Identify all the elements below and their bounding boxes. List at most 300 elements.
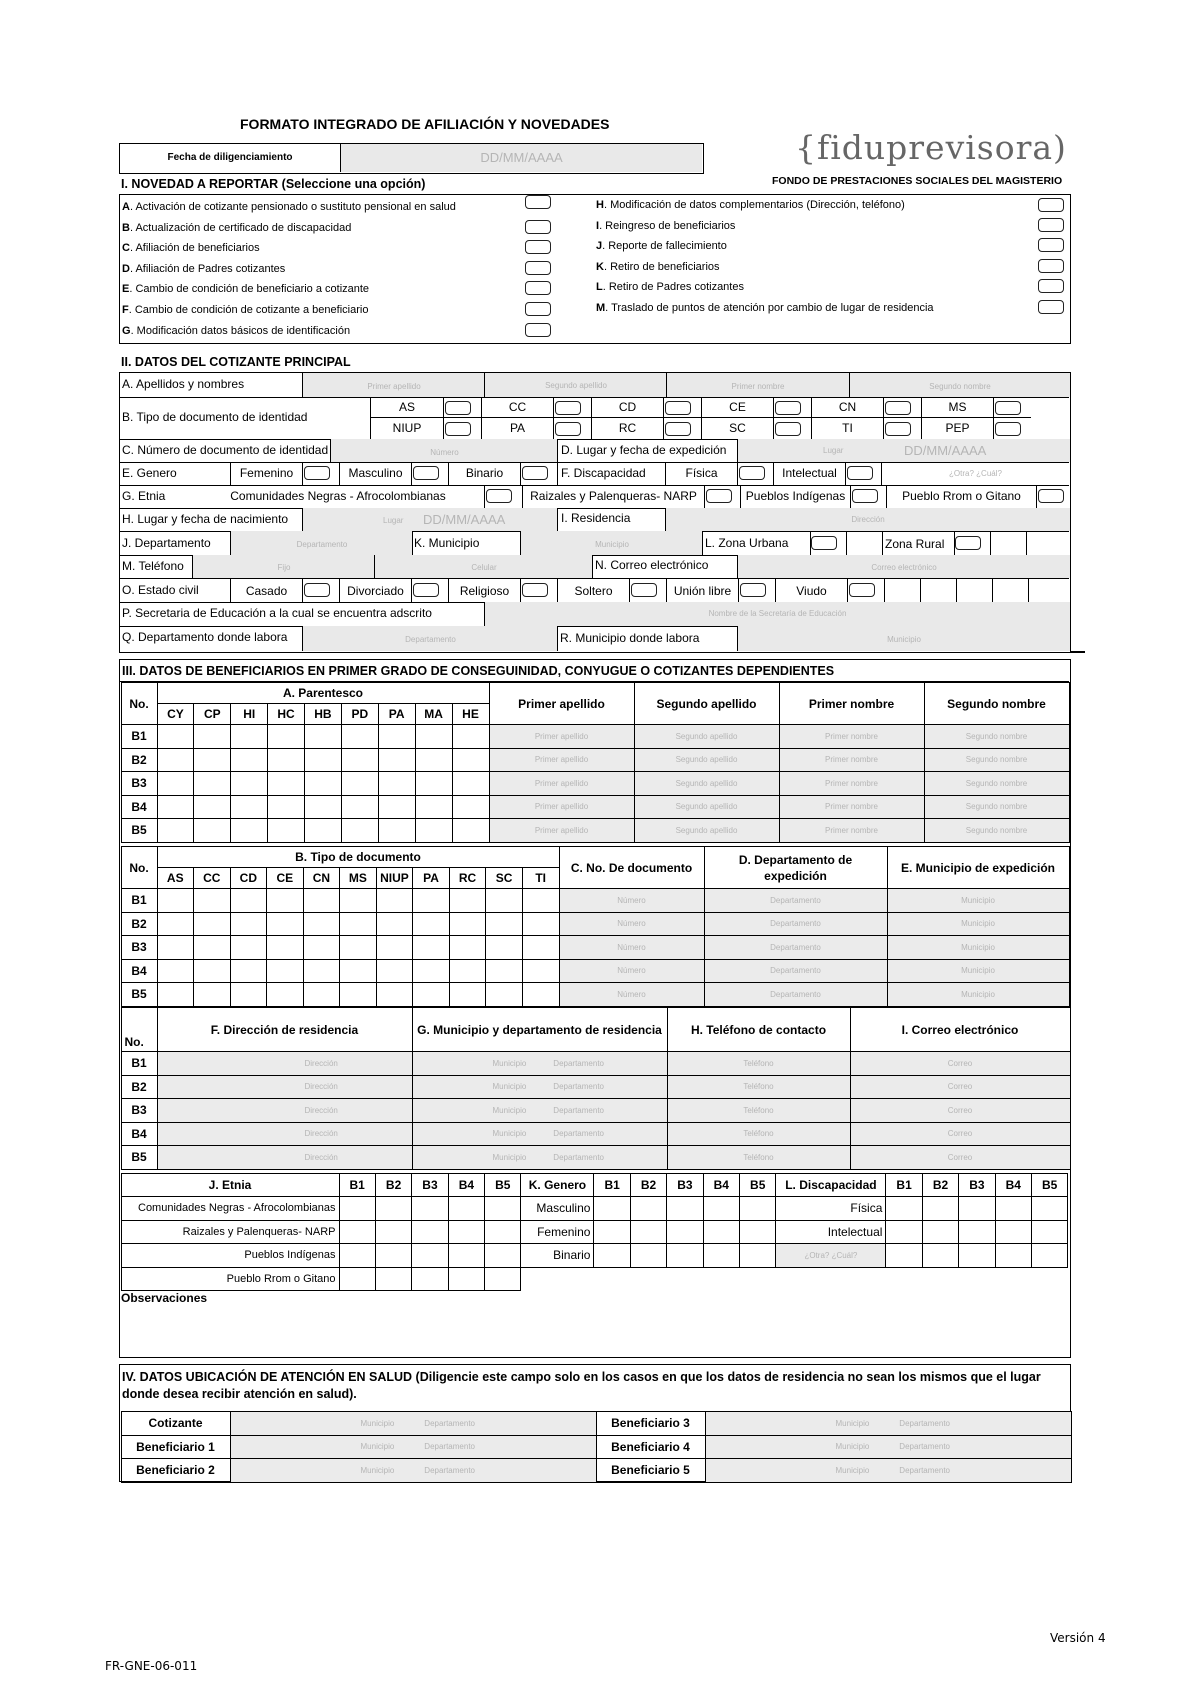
doc-type-cell[interactable] — [340, 936, 377, 960]
novedad-checkbox[interactable] — [1038, 218, 1064, 232]
doc-type-cell[interactable] — [413, 889, 450, 913]
primer-apellido-input[interactable]: Primer apellido — [489, 819, 634, 843]
doc-type-cell[interactable] — [413, 936, 450, 960]
doc-type-cell[interactable] — [376, 983, 413, 1007]
etnia-cell[interactable] — [448, 1220, 484, 1244]
direccion-input[interactable]: Dirección — [157, 1122, 412, 1146]
secretaria-input[interactable]: Nombre de la Secretaría de Educación — [484, 602, 1070, 626]
doc-type-cell[interactable] — [194, 959, 231, 983]
etnia-cell[interactable] — [448, 1267, 484, 1291]
label-m: M. Teléfono — [122, 559, 184, 573]
etnia-cell[interactable] — [448, 1197, 484, 1221]
checkbox[interactable] — [852, 489, 878, 503]
doc-type-cell[interactable] — [194, 889, 231, 913]
parentesco-cell[interactable] — [305, 795, 342, 819]
primer-apellido-input[interactable]: Primer apellido — [302, 373, 485, 397]
municipio-input[interactable]: Municipio — [887, 983, 1069, 1007]
etnia-cell[interactable] — [339, 1220, 375, 1244]
parentesco-cell[interactable] — [157, 748, 194, 772]
parentesco-cell[interactable] — [305, 819, 342, 843]
parentesco-cell[interactable] — [415, 725, 452, 749]
genero-cell[interactable] — [740, 1220, 776, 1244]
doc-type-cell[interactable] — [267, 912, 304, 936]
observaciones-label: Observaciones — [121, 1291, 208, 1305]
parentesco-cell[interactable] — [194, 748, 231, 772]
doc-type-cell[interactable] — [340, 983, 377, 1007]
segundo-apellido-input[interactable]: Segundo apellido — [634, 772, 779, 796]
parentesco-cell[interactable] — [452, 725, 489, 749]
doc-type-cell[interactable] — [194, 936, 231, 960]
direccion-input[interactable]: Dirección — [157, 1075, 412, 1099]
discapacidad-cell[interactable] — [995, 1197, 1031, 1221]
genero-cell[interactable] — [703, 1197, 739, 1221]
etnia-cell[interactable] — [448, 1244, 484, 1268]
correo-input[interactable]: Correo — [850, 1099, 1070, 1123]
etnia-cell[interactable] — [375, 1267, 411, 1291]
telefono-input[interactable]: Teléfono — [667, 1075, 850, 1099]
celular-input[interactable]: Celular — [374, 555, 593, 578]
telefono-input[interactable]: Teléfono — [667, 1052, 850, 1076]
doc-type-cell[interactable] — [230, 936, 267, 960]
etnia-cell[interactable] — [412, 1267, 448, 1291]
municipio-placeholder: Municipio — [492, 1105, 527, 1115]
residencia-input[interactable]: Dirección — [665, 508, 1070, 531]
novedad-checkbox[interactable] — [525, 220, 551, 234]
checkbox[interactable] — [849, 583, 875, 597]
numero-input[interactable]: Número — [559, 936, 704, 960]
doc-type-cell[interactable] — [413, 959, 450, 983]
parentesco-cell[interactable] — [194, 772, 231, 796]
checkbox[interactable] — [885, 401, 911, 415]
doc-type-cell[interactable] — [267, 889, 304, 913]
segundo-apellido-input[interactable]: Segundo apellido — [484, 373, 667, 397]
doc-type-cell[interactable] — [157, 912, 194, 936]
parentesco-cell[interactable] — [415, 795, 452, 819]
checkbox[interactable] — [631, 583, 657, 597]
parentesco-cell[interactable] — [194, 725, 231, 749]
parentesco-cell[interactable] — [452, 772, 489, 796]
novedad-option-label — [596, 302, 934, 314]
row-label: B2 — [121, 1075, 157, 1099]
departamento-input[interactable]: Departamento — [704, 959, 887, 983]
parentesco-cell[interactable] — [305, 772, 342, 796]
doc-type-cell[interactable] — [486, 959, 523, 983]
expedicion-input[interactable] — [737, 439, 1070, 462]
parentesco-cell[interactable] — [378, 748, 415, 772]
atencion-left-input[interactable] — [230, 1435, 596, 1459]
discapacidad-cell[interactable] — [922, 1197, 958, 1221]
doc-type-cell[interactable] — [340, 912, 377, 936]
row-mn — [120, 555, 1069, 579]
otra-discapacidad-input[interactable]: ¿Otra? ¿Cuál? — [881, 462, 1069, 485]
primer-apellido-input[interactable]: Primer apellido — [489, 772, 634, 796]
label-r: R. Municipio donde labora — [557, 626, 737, 651]
doc-type-cell[interactable] — [449, 912, 486, 936]
primer-apellido-input[interactable]: Primer apellido — [489, 795, 634, 819]
checkbox[interactable] — [740, 583, 766, 597]
header-parentesco-code: PA — [378, 704, 415, 725]
discapacidad-cell[interactable] — [886, 1220, 922, 1244]
novedad-checkbox[interactable] — [525, 281, 551, 295]
parentesco-cell[interactable] — [194, 819, 231, 843]
doc-type-cell[interactable] — [376, 959, 413, 983]
genero-cell[interactable] — [594, 1220, 630, 1244]
parentesco-cell[interactable] — [268, 795, 305, 819]
table-row — [121, 889, 1069, 913]
doc-type-cell[interactable] — [486, 983, 523, 1007]
etnia-cell[interactable] — [412, 1244, 448, 1268]
estado-civil-options — [230, 578, 1069, 602]
header-b: B1 — [339, 1174, 375, 1197]
checkbox[interactable] — [555, 422, 581, 436]
segundo-nombre-input[interactable]: Segundo nombre — [924, 795, 1069, 819]
doc-type-cell[interactable] — [157, 959, 194, 983]
estado-civil-option: Soltero — [557, 578, 629, 602]
genero-cell[interactable] — [630, 1244, 666, 1268]
genero-cell[interactable] — [630, 1197, 666, 1221]
fecha-input[interactable]: DD/MM/AAAA — [341, 144, 702, 172]
parentesco-cell[interactable] — [378, 819, 415, 843]
departamento-placeholder: Departamento — [553, 1105, 604, 1115]
doc-type-cell[interactable] — [522, 912, 559, 936]
doc-type-cell[interactable] — [303, 959, 340, 983]
header-b: B3 — [667, 1174, 703, 1197]
segundo-apellido-input[interactable]: Segundo apellido — [634, 725, 779, 749]
doc-type-cell[interactable] — [267, 983, 304, 1007]
checkbox[interactable] — [706, 489, 732, 503]
departamento-input[interactable]: Departamento — [704, 889, 887, 913]
checkbox[interactable] — [522, 466, 548, 480]
numero-input[interactable]: Número — [559, 912, 704, 936]
doc-type-cell[interactable] — [303, 912, 340, 936]
discapacidad-cell[interactable] — [922, 1220, 958, 1244]
etnia-cell[interactable] — [339, 1197, 375, 1221]
parentesco-cell[interactable] — [305, 748, 342, 772]
doc-type-cell[interactable] — [157, 889, 194, 913]
municipio-input[interactable]: Municipio — [887, 959, 1069, 983]
departamento-input[interactable]: Departamento — [230, 531, 413, 555]
parentesco-cell[interactable] — [378, 725, 415, 749]
doc-type-cell[interactable] — [230, 959, 267, 983]
parentesco-cell[interactable] — [157, 819, 194, 843]
doc-type-cell[interactable] — [267, 959, 304, 983]
etnia-cell[interactable] — [412, 1220, 448, 1244]
parentesco-cell[interactable] — [231, 819, 268, 843]
segundo-nombre-input[interactable]: Segundo nombre — [924, 819, 1069, 843]
parentesco-cell[interactable] — [157, 725, 194, 749]
genero-cell[interactable] — [667, 1244, 703, 1268]
novedad-checkbox[interactable] — [525, 261, 551, 275]
etnia-cell[interactable] — [375, 1220, 411, 1244]
doc-type-cell[interactable] — [376, 936, 413, 960]
doc-type-cell[interactable] — [449, 959, 486, 983]
doc-type-cell[interactable] — [230, 889, 267, 913]
genero-cell[interactable] — [630, 1220, 666, 1244]
doc-type-cell[interactable] — [340, 889, 377, 913]
doc-type-cell[interactable] — [376, 912, 413, 936]
segundo-nombre-input[interactable]: Segundo nombre — [849, 373, 1070, 397]
novedad-checkbox[interactable] — [1038, 259, 1064, 273]
doc-type-cell[interactable] — [194, 983, 231, 1007]
doc-type-cell[interactable] — [413, 912, 450, 936]
correo-input[interactable]: Correo electrónico — [737, 555, 1070, 578]
novedad-checkbox[interactable] — [1038, 279, 1064, 293]
departamento-input[interactable]: Departamento — [704, 983, 887, 1007]
doc-type-cell[interactable] — [449, 983, 486, 1007]
discapacidad-cell[interactable] — [959, 1197, 995, 1221]
novedad-checkbox[interactable] — [525, 195, 551, 209]
numero-input[interactable]: Número — [559, 959, 704, 983]
checkbox[interactable] — [486, 489, 512, 503]
checkbox[interactable] — [995, 422, 1021, 436]
primer-nombre-input[interactable]: Primer nombre — [779, 725, 924, 749]
etnia-cell[interactable] — [339, 1244, 375, 1268]
checkbox[interactable] — [665, 401, 691, 415]
doc-type-cell[interactable] — [376, 889, 413, 913]
telefono-input[interactable]: Teléfono — [667, 1146, 850, 1170]
atencion-left-input[interactable] — [230, 1459, 596, 1483]
discapacidad-cell[interactable] — [922, 1244, 958, 1268]
mun-dep-input[interactable] — [412, 1146, 667, 1170]
doc-type-cell[interactable] — [194, 912, 231, 936]
novedad-checkbox[interactable] — [525, 323, 551, 337]
mun-dep-input[interactable] — [412, 1122, 667, 1146]
doc-type-cell[interactable] — [303, 983, 340, 1007]
parentesco-cell[interactable] — [268, 819, 305, 843]
telefono-fijo-input[interactable]: Fijo — [192, 555, 375, 578]
genero-cell[interactable] — [594, 1197, 630, 1221]
genero-cell[interactable] — [667, 1197, 703, 1221]
parentesco-cell[interactable] — [305, 725, 342, 749]
discapacidad-cell[interactable] — [995, 1244, 1031, 1268]
mun-dep-input[interactable] — [412, 1075, 667, 1099]
genero-cell[interactable] — [703, 1220, 739, 1244]
etnia-cell[interactable] — [375, 1244, 411, 1268]
municipio-input[interactable]: Municipio — [887, 936, 1069, 960]
checkbox[interactable] — [304, 466, 330, 480]
parentesco-cell[interactable] — [231, 772, 268, 796]
etnia-cell[interactable] — [339, 1267, 375, 1291]
parentesco-cell[interactable] — [378, 772, 415, 796]
parentesco-cell[interactable] — [231, 725, 268, 749]
doc-type-cell[interactable] — [303, 889, 340, 913]
doc-type-cell[interactable] — [413, 983, 450, 1007]
etnia-cell[interactable] — [485, 1267, 521, 1291]
parentesco-cell[interactable] — [415, 819, 452, 843]
parentesco-cell[interactable] — [194, 795, 231, 819]
parentesco-cell[interactable] — [268, 772, 305, 796]
municipio-input[interactable]: Municipio — [887, 912, 1069, 936]
genero-cell[interactable] — [667, 1220, 703, 1244]
primer-nombre-input[interactable]: Primer nombre — [779, 772, 924, 796]
etnia-cell[interactable] — [485, 1197, 521, 1221]
direccion-input[interactable]: Dirección — [157, 1052, 412, 1076]
primer-nombre-input[interactable]: Primer nombre — [779, 795, 924, 819]
doc-type-cell[interactable] — [230, 983, 267, 1007]
blank-cell — [990, 531, 1027, 555]
checkbox[interactable] — [413, 466, 439, 480]
doc-type-cell[interactable] — [230, 912, 267, 936]
discapacidad-cell[interactable] — [886, 1244, 922, 1268]
doc-type-cell[interactable] — [486, 936, 523, 960]
parentesco-cell[interactable] — [452, 819, 489, 843]
novedad-option — [122, 279, 642, 300]
checkbox[interactable] — [995, 401, 1021, 415]
segundo-nombre-input[interactable]: Segundo nombre — [924, 748, 1069, 772]
discapacidad-cell[interactable] — [995, 1220, 1031, 1244]
parentesco-cell[interactable] — [452, 748, 489, 772]
etnia-cell[interactable] — [485, 1220, 521, 1244]
discapacidad-cell[interactable] — [959, 1244, 995, 1268]
parentesco-cell[interactable] — [231, 748, 268, 772]
municipio-input[interactable]: Municipio — [887, 889, 1069, 913]
primer-apellido-input[interactable]: Primer apellido — [489, 725, 634, 749]
data-table — [121, 1173, 1070, 1291]
estado-civil-option: Divorciado — [339, 578, 411, 602]
segundo-nombre-input[interactable]: Segundo nombre — [924, 725, 1069, 749]
discapacidad-cell[interactable] — [959, 1220, 995, 1244]
etnia-cell[interactable] — [375, 1197, 411, 1221]
doc-type-cell[interactable] — [449, 936, 486, 960]
urbana-checkbox[interactable] — [811, 536, 837, 550]
estado-civil-cell — [738, 578, 775, 602]
telefono-input[interactable]: Teléfono — [667, 1122, 850, 1146]
parentesco-cell[interactable] — [415, 748, 452, 772]
correo-input[interactable]: Correo — [850, 1146, 1070, 1170]
checkbox[interactable] — [555, 401, 581, 415]
numero-input[interactable]: Número — [559, 889, 704, 913]
correo-input[interactable]: Correo — [850, 1052, 1070, 1076]
parentesco-cell[interactable] — [268, 748, 305, 772]
doc-type-cell[interactable] — [157, 983, 194, 1007]
numero-doc-input[interactable]: Número — [330, 439, 558, 462]
municipio-labora-input[interactable]: Municipio — [737, 626, 1070, 651]
otra-discapacidad-input[interactable]: ¿Otra? ¿Cuál? — [776, 1244, 886, 1268]
header-doc-code: SC — [486, 868, 523, 889]
checkbox[interactable] — [445, 422, 471, 436]
header-doc-code: CC — [194, 868, 231, 889]
doc-type-cell[interactable] — [486, 889, 523, 913]
checkbox[interactable] — [413, 583, 439, 597]
label-j: J. Departamento — [122, 536, 211, 550]
doc-type-cell[interactable] — [522, 936, 559, 960]
doc-type-cell[interactable] — [157, 936, 194, 960]
mun-dep-input[interactable] — [412, 1052, 667, 1076]
parentesco-cell[interactable] — [341, 772, 378, 796]
discapacidad-cell[interactable] — [886, 1197, 922, 1221]
checkbox[interactable] — [522, 583, 548, 597]
parentesco-cell[interactable] — [157, 772, 194, 796]
departamento-input[interactable]: Departamento — [704, 912, 887, 936]
depto-labora-input[interactable]: Departamento — [302, 626, 558, 651]
primer-nombre-input[interactable]: Primer nombre — [666, 373, 849, 397]
doc-type-option: CD — [591, 397, 663, 418]
atencion-right-input[interactable] — [705, 1412, 1071, 1436]
checkbox[interactable] — [665, 422, 691, 436]
municipio-input[interactable]: Municipio — [520, 531, 703, 555]
atencion-right-input[interactable] — [705, 1459, 1071, 1483]
observaciones-field[interactable] — [121, 1306, 1067, 1354]
novedad-text: . Activación de cotizante pensionado o sustituto pensional en salud — [129, 201, 456, 213]
segundo-apellido-input[interactable]: Segundo apellido — [634, 795, 779, 819]
genero-cell[interactable] — [740, 1244, 776, 1268]
doc-type-cell[interactable] — [522, 959, 559, 983]
table-row — [121, 983, 1069, 1007]
departamento-input[interactable]: Departamento — [704, 936, 887, 960]
checkbox[interactable] — [847, 466, 873, 480]
doc-type-cell[interactable] — [522, 983, 559, 1007]
blank-cell — [1028, 578, 1064, 602]
doc-type-cell[interactable] — [522, 889, 559, 913]
segundo-nombre-input[interactable]: Segundo nombre — [924, 772, 1069, 796]
segundo-apellido-input[interactable]: Segundo apellido — [634, 819, 779, 843]
atencion-left-input[interactable] — [230, 1412, 596, 1436]
checkbox[interactable] — [775, 401, 801, 415]
parentesco-cell[interactable] — [231, 795, 268, 819]
rural-checkbox[interactable] — [955, 536, 981, 550]
direccion-input[interactable]: Dirección — [157, 1146, 412, 1170]
genero-cell[interactable] — [740, 1197, 776, 1221]
parentesco-cell[interactable] — [341, 748, 378, 772]
parentesco-cell[interactable] — [452, 795, 489, 819]
parentesco-cell[interactable] — [268, 725, 305, 749]
doc-type-cell[interactable] — [340, 959, 377, 983]
correo-input[interactable]: Correo — [850, 1122, 1070, 1146]
direccion-input[interactable]: Dirección — [157, 1099, 412, 1123]
discapacidad-cell[interactable] — [1031, 1220, 1067, 1244]
doc-type-cell[interactable] — [486, 912, 523, 936]
parentesco-cell[interactable] — [415, 772, 452, 796]
numero-input[interactable]: Número — [559, 983, 704, 1007]
parentesco-cell[interactable] — [341, 819, 378, 843]
doc-type-cell[interactable] — [449, 889, 486, 913]
novedad-checkbox[interactable] — [525, 302, 551, 316]
primer-apellido-input[interactable]: Primer apellido — [489, 748, 634, 772]
parentesco-cell[interactable] — [157, 795, 194, 819]
novedad-checkbox[interactable] — [1038, 300, 1064, 314]
checkbox[interactable] — [885, 422, 911, 436]
discapacidad-cell[interactable] — [1031, 1244, 1067, 1268]
primer-nombre-input[interactable]: Primer nombre — [779, 748, 924, 772]
telefono-input[interactable]: Teléfono — [667, 1099, 850, 1123]
checkbox[interactable] — [1038, 489, 1064, 503]
doc-type-cell[interactable] — [303, 936, 340, 960]
etnia-cell[interactable] — [485, 1244, 521, 1268]
discapacidad-cell[interactable] — [1031, 1197, 1067, 1221]
genero-cell[interactable] — [703, 1244, 739, 1268]
parentesco-cell[interactable] — [378, 795, 415, 819]
novedad-checkbox[interactable] — [1038, 198, 1064, 212]
correo-input[interactable]: Correo — [850, 1075, 1070, 1099]
segundo-apellido-input[interactable]: Segundo apellido — [634, 748, 779, 772]
parentesco-cell[interactable] — [341, 795, 378, 819]
checkbox[interactable] — [445, 401, 471, 415]
checkbox[interactable] — [304, 583, 330, 597]
primer-nombre-input[interactable]: Primer nombre — [779, 819, 924, 843]
novedad-checkbox[interactable] — [525, 240, 551, 254]
table-row — [121, 1244, 1070, 1268]
checkbox[interactable] — [739, 466, 765, 480]
nacimiento-input[interactable] — [302, 508, 558, 531]
atencion-right-input[interactable] — [705, 1435, 1071, 1459]
novedad-checkbox[interactable] — [1038, 238, 1064, 252]
etnia-cell[interactable] — [412, 1197, 448, 1221]
doc-type-cell[interactable] — [267, 936, 304, 960]
genero-cell[interactable] — [594, 1244, 630, 1268]
parentesco-cell[interactable] — [341, 725, 378, 749]
checkbox[interactable] — [775, 422, 801, 436]
mun-dep-input[interactable] — [412, 1099, 667, 1123]
